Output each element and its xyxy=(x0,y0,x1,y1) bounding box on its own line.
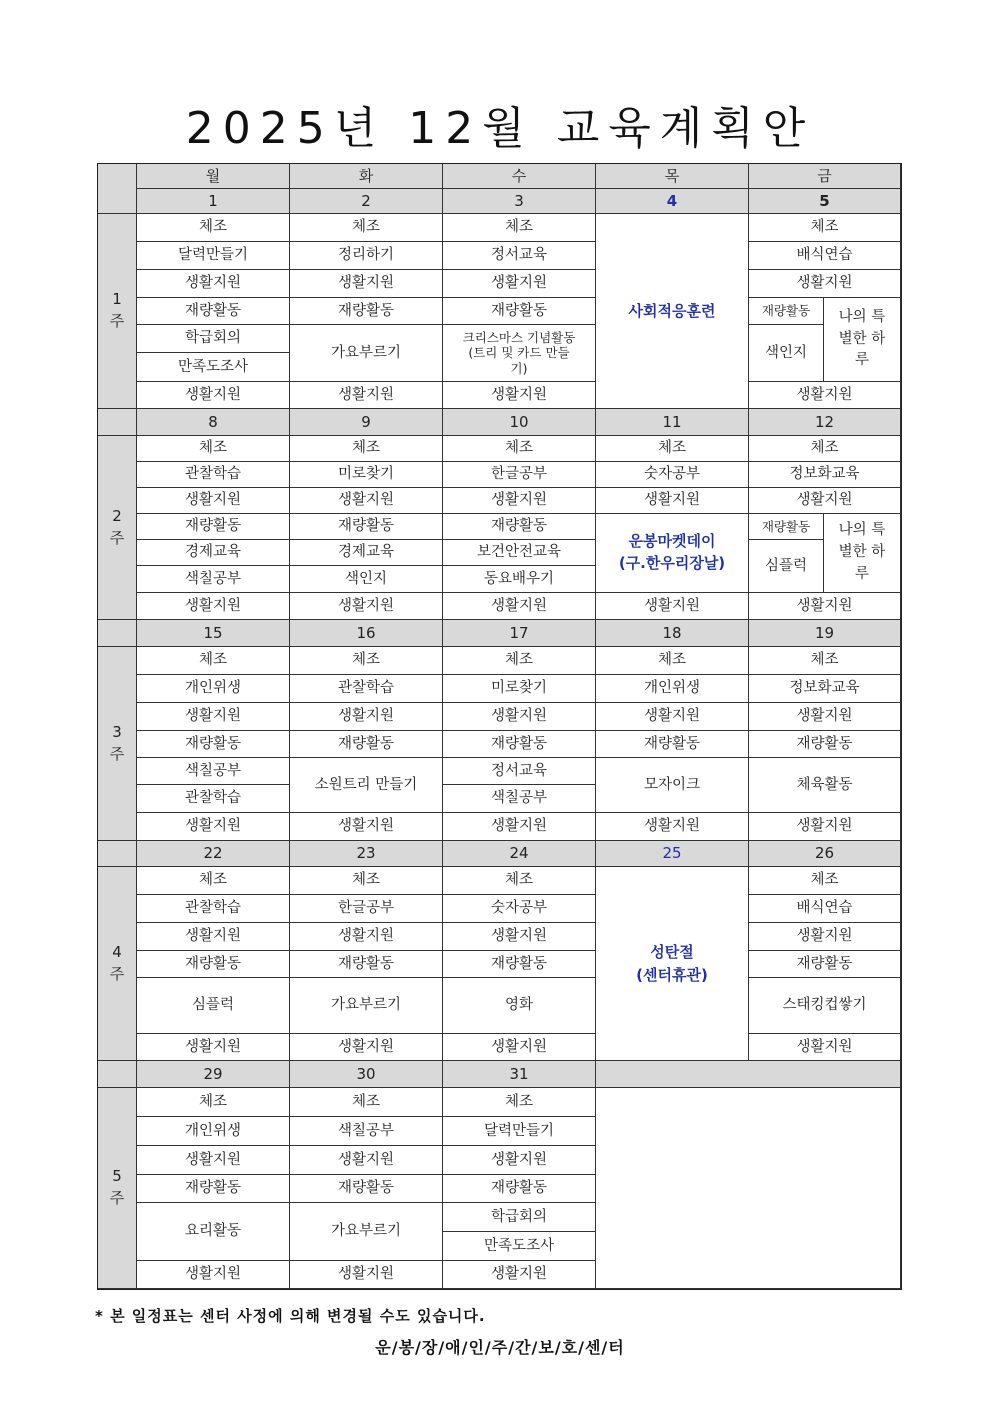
holiday-name: 성탄절 xyxy=(650,943,694,961)
activity-cell: 관찰학습 xyxy=(289,674,443,703)
week-label xyxy=(97,866,137,1061)
event-subname: (구.한우리장날) xyxy=(618,554,726,572)
activity-cell: 재량활동 xyxy=(748,513,824,540)
activity-cell: 개인위생 xyxy=(595,674,749,703)
activity-cell: 생활지원 xyxy=(442,269,596,298)
activity-cell: 만족도조사 xyxy=(442,1231,596,1261)
activity-cell: 체조 xyxy=(136,866,290,895)
activity-cell: 스태킹컵쌓기 xyxy=(748,977,901,1034)
activity-cell: 체조 xyxy=(442,435,596,462)
activity-cell: 생활지원 xyxy=(442,702,596,731)
activity-cell: 색인지 xyxy=(748,324,824,382)
activity-cell: 생활지원 xyxy=(136,812,290,841)
activity-cell: 체조 xyxy=(136,646,290,675)
activity-cell: 모자이크 xyxy=(595,757,749,813)
activity-cell: 체조 xyxy=(748,213,901,242)
activity-cell: 체조 xyxy=(136,1087,290,1117)
week-unit: 주 xyxy=(109,744,125,763)
activity-cell: 정서교육 xyxy=(442,757,596,785)
activity-cell: 재량활동 xyxy=(136,297,290,325)
activity-cell: 달력만들기 xyxy=(442,1116,596,1146)
date-cell: 19 xyxy=(748,619,901,647)
activity-cell: 재량활동 xyxy=(136,950,290,978)
activity-cell: 재량활동 xyxy=(289,950,443,978)
date-cell: 23 xyxy=(289,840,443,867)
page-title: 2025년 12월 교육계획안 xyxy=(185,103,815,154)
blank-header-cell xyxy=(97,1060,137,1088)
activity-cell: 생활지원 xyxy=(595,487,749,514)
special-event-cell xyxy=(595,513,749,593)
activity-cell: 한글공부 xyxy=(442,461,596,488)
week-number: 1 xyxy=(112,290,122,309)
activity-cell: 배식연습 xyxy=(748,241,901,270)
activity-cell: 생활지원 xyxy=(136,1033,290,1061)
date-cell: 1 xyxy=(136,188,290,214)
activity-cell: 재량활동 xyxy=(136,1174,290,1203)
activity-cell: 숫자공부 xyxy=(442,894,596,923)
activity-cell: 관찰학습 xyxy=(136,894,290,923)
holiday-note: (센터휴관) xyxy=(636,965,708,984)
activity-cell: 생활지원 xyxy=(442,1260,596,1289)
corner-cell xyxy=(97,163,137,214)
week-label xyxy=(97,435,137,620)
activity-cell: 요리활동 xyxy=(136,1202,290,1261)
week-label xyxy=(97,646,137,841)
activity-cell: 재량활동 xyxy=(289,513,443,540)
activity-cell: 색칠공부 xyxy=(289,1116,443,1146)
date-cell: 15 xyxy=(136,619,290,647)
activity-cell: 재량활동 xyxy=(289,297,443,325)
activity-cell: 생활지원 xyxy=(442,1033,596,1061)
activity-cell: 심플럭 xyxy=(748,539,824,593)
activity-cell: 정보화교육 xyxy=(748,461,901,488)
activity-cell: 한글공부 xyxy=(289,894,443,923)
activity-cell: 만족도조사 xyxy=(136,352,290,382)
activity-cell: 생활지원 xyxy=(289,381,443,409)
date-cell: 26 xyxy=(748,840,901,867)
activity-cell: 재량활동 xyxy=(595,730,749,758)
date-cell-holiday: 25 xyxy=(595,840,749,867)
activity-cell: 재량활동 xyxy=(136,730,290,758)
activity-cell: 동요배우기 xyxy=(442,565,596,593)
week-label xyxy=(97,1087,137,1289)
activity-cell: 체조 xyxy=(748,646,901,675)
event-name: 운봉마켓데이 xyxy=(628,532,716,551)
activity-cell: 체조 xyxy=(442,1087,596,1117)
activity-cell: 가요부르기 xyxy=(289,977,443,1034)
activity-cell: 생활지원 xyxy=(289,592,443,620)
activity-cell: 가요부르기 xyxy=(289,1202,443,1261)
activity-cell: 생활지원 xyxy=(595,812,749,841)
activity-cell: 생활지원 xyxy=(289,269,443,298)
activity-cell: 재량활동 xyxy=(748,297,824,325)
activity-cell: 체조 xyxy=(289,435,443,462)
activity-cell: 배식연습 xyxy=(748,894,901,923)
date-cell-holiday: 4 xyxy=(595,188,749,214)
activity-cell: 생활지원 xyxy=(748,592,901,620)
day-header-mon: 월 xyxy=(136,163,290,189)
activity-cell: 심플럭 xyxy=(136,977,290,1034)
activity-cell: 재량활동 xyxy=(748,730,901,758)
activity-cell-special-day: 나의 특별한 하루 xyxy=(823,513,901,593)
day-header-tue: 화 xyxy=(289,163,443,189)
activity-cell: 생활지원 xyxy=(748,1033,901,1061)
activity-cell: 재량활동 xyxy=(289,1174,443,1203)
week-label xyxy=(97,213,137,409)
activity-cell: 생활지원 xyxy=(442,592,596,620)
date-cell: 30 xyxy=(289,1060,443,1088)
holiday-cell xyxy=(595,866,749,1061)
activity-cell: 생활지원 xyxy=(748,381,901,409)
activity-cell: 미로찾기 xyxy=(289,461,443,488)
activity-cell: 체조 xyxy=(289,213,443,242)
week-unit: 주 xyxy=(109,312,125,330)
activity-cell: 재량활동 xyxy=(442,950,596,978)
activity-cell: 달력만들기 xyxy=(136,241,290,270)
activity-cell: 체조 xyxy=(289,646,443,675)
empty-cell xyxy=(595,1087,901,1289)
activity-cell: 미로찾기 xyxy=(442,674,596,703)
activity-cell-christmas: 크리스마스 기념활동 (트리 및 카드 만들기) xyxy=(442,324,596,382)
activity-cell: 생활지원 xyxy=(442,812,596,841)
activity-cell: 색칠공부 xyxy=(442,784,596,813)
activity-cell: 체조 xyxy=(136,435,290,462)
activity-cell: 체조 xyxy=(595,435,749,462)
date-cell: 31 xyxy=(442,1060,596,1088)
day-header-thu: 목 xyxy=(595,163,749,189)
activity-cell: 생활지원 xyxy=(289,922,443,951)
date-cell: 10 xyxy=(442,408,596,436)
week-unit: 주 xyxy=(109,964,125,983)
week-unit: 주 xyxy=(109,528,125,547)
activity-cell: 생활지원 xyxy=(136,702,290,731)
activity-cell: 생활지원 xyxy=(595,702,749,731)
activity-cell: 생활지원 xyxy=(442,381,596,409)
date-cell: 12 xyxy=(748,408,901,436)
activity-cell: 생활지원 xyxy=(442,1145,596,1175)
activity-cell: 경제교육 xyxy=(136,539,290,566)
activity-cell: 생활지원 xyxy=(136,1145,290,1175)
special-event-cell: 사회적응훈련 xyxy=(595,213,749,409)
activity-cell: 소원트리 만들기 xyxy=(289,757,443,813)
activity-cell: 생활지원 xyxy=(748,269,901,298)
activity-cell: 생활지원 xyxy=(748,702,901,731)
week-number: 5 xyxy=(112,1167,122,1186)
activity-cell: 생활지원 xyxy=(748,812,901,841)
activity-cell: 생활지원 xyxy=(748,922,901,951)
date-cell: 24 xyxy=(442,840,596,867)
activity-cell: 재량활동 xyxy=(748,950,901,978)
activity-cell: 생활지원 xyxy=(136,269,290,298)
date-cell: 29 xyxy=(136,1060,290,1088)
week-number: 4 xyxy=(112,942,122,961)
date-cell: 3 xyxy=(442,188,596,214)
activity-cell: 체조 xyxy=(442,213,596,242)
activity-cell: 체조 xyxy=(442,646,596,675)
activity-cell: 정보화교육 xyxy=(748,674,901,703)
activity-cell: 재량활동 xyxy=(442,297,596,325)
activity-cell: 보건안전교육 xyxy=(442,539,596,566)
date-cell: 22 xyxy=(136,840,290,867)
activity-cell: 재량활동 xyxy=(442,1174,596,1203)
activity-cell: 학급회의 xyxy=(136,324,290,353)
activity-cell: 정서교육 xyxy=(442,241,596,270)
activity-cell: 체조 xyxy=(442,866,596,895)
activity-cell: 경제교육 xyxy=(289,539,443,566)
activity-cell: 생활지원 xyxy=(289,1033,443,1061)
activity-cell: 생활지원 xyxy=(595,592,749,620)
activity-cell: 숫자공부 xyxy=(595,461,749,488)
activity-cell: 체조 xyxy=(748,866,901,895)
activity-cell: 색칠공부 xyxy=(136,757,290,785)
activity-cell: 생활지원 xyxy=(289,1260,443,1289)
activity-cell: 생활지원 xyxy=(289,812,443,841)
activity-cell: 체조 xyxy=(595,646,749,675)
organization-name: 운/봉/장/애/인/주/간/보/호/센/터 xyxy=(375,1338,625,1357)
empty-date-cell xyxy=(595,1060,901,1088)
activity-cell: 정리하기 xyxy=(289,241,443,270)
day-header-wed: 수 xyxy=(442,163,596,189)
activity-cell: 재량활동 xyxy=(289,730,443,758)
activity-cell: 재량활동 xyxy=(136,513,290,540)
activity-cell: 생활지원 xyxy=(289,702,443,731)
activity-cell: 학급회의 xyxy=(442,1202,596,1232)
date-cell: 8 xyxy=(136,408,290,436)
activity-cell: 생활지원 xyxy=(748,487,901,514)
date-cell: 16 xyxy=(289,619,443,647)
day-header-fri: 금 xyxy=(748,163,901,189)
blank-header-cell xyxy=(97,840,137,867)
activity-cell: 생활지원 xyxy=(136,922,290,951)
activity-cell: 영화 xyxy=(442,977,596,1034)
activity-cell: 체조 xyxy=(289,866,443,895)
date-cell: 17 xyxy=(442,619,596,647)
activity-cell: 생활지원 xyxy=(136,1260,290,1289)
date-cell: 5 xyxy=(748,188,901,214)
activity-cell: 가요부르기 xyxy=(289,324,443,382)
activity-cell: 색칠공부 xyxy=(136,565,290,593)
date-cell: 18 xyxy=(595,619,749,647)
activity-cell: 체육활동 xyxy=(748,757,901,813)
activity-cell: 체조 xyxy=(748,435,901,462)
activity-cell: 생활지원 xyxy=(136,487,290,514)
activity-cell: 생활지원 xyxy=(289,487,443,514)
blank-header-cell xyxy=(97,619,137,647)
activity-cell: 재량활동 xyxy=(442,730,596,758)
week-number: 3 xyxy=(112,722,122,741)
blank-header-cell xyxy=(97,408,137,436)
footer-note: * 본 일정표는 센터 사정에 의해 변경될 수도 있습니다. xyxy=(95,1307,486,1325)
activity-cell: 생활지원 xyxy=(289,1145,443,1175)
week-unit: 주 xyxy=(109,1189,125,1207)
activity-cell: 색인지 xyxy=(289,565,443,593)
activity-cell: 생활지원 xyxy=(136,381,290,409)
activity-cell-special-day: 나의 특별한 하루 xyxy=(823,297,901,382)
activity-cell: 관찰학습 xyxy=(136,784,290,813)
activity-cell: 관찰학습 xyxy=(136,461,290,488)
date-cell: 11 xyxy=(595,408,749,436)
activity-cell: 재량활동 xyxy=(442,513,596,540)
activity-cell: 개인위생 xyxy=(136,1116,290,1146)
week-number: 2 xyxy=(112,506,122,525)
activity-cell: 생활지원 xyxy=(442,922,596,951)
date-cell: 2 xyxy=(289,188,443,214)
activity-cell: 체조 xyxy=(136,213,290,242)
date-cell: 9 xyxy=(289,408,443,436)
activity-cell: 개인위생 xyxy=(136,674,290,703)
activity-cell: 체조 xyxy=(289,1087,443,1117)
activity-cell: 생활지원 xyxy=(442,487,596,514)
activity-cell: 생활지원 xyxy=(136,592,290,620)
